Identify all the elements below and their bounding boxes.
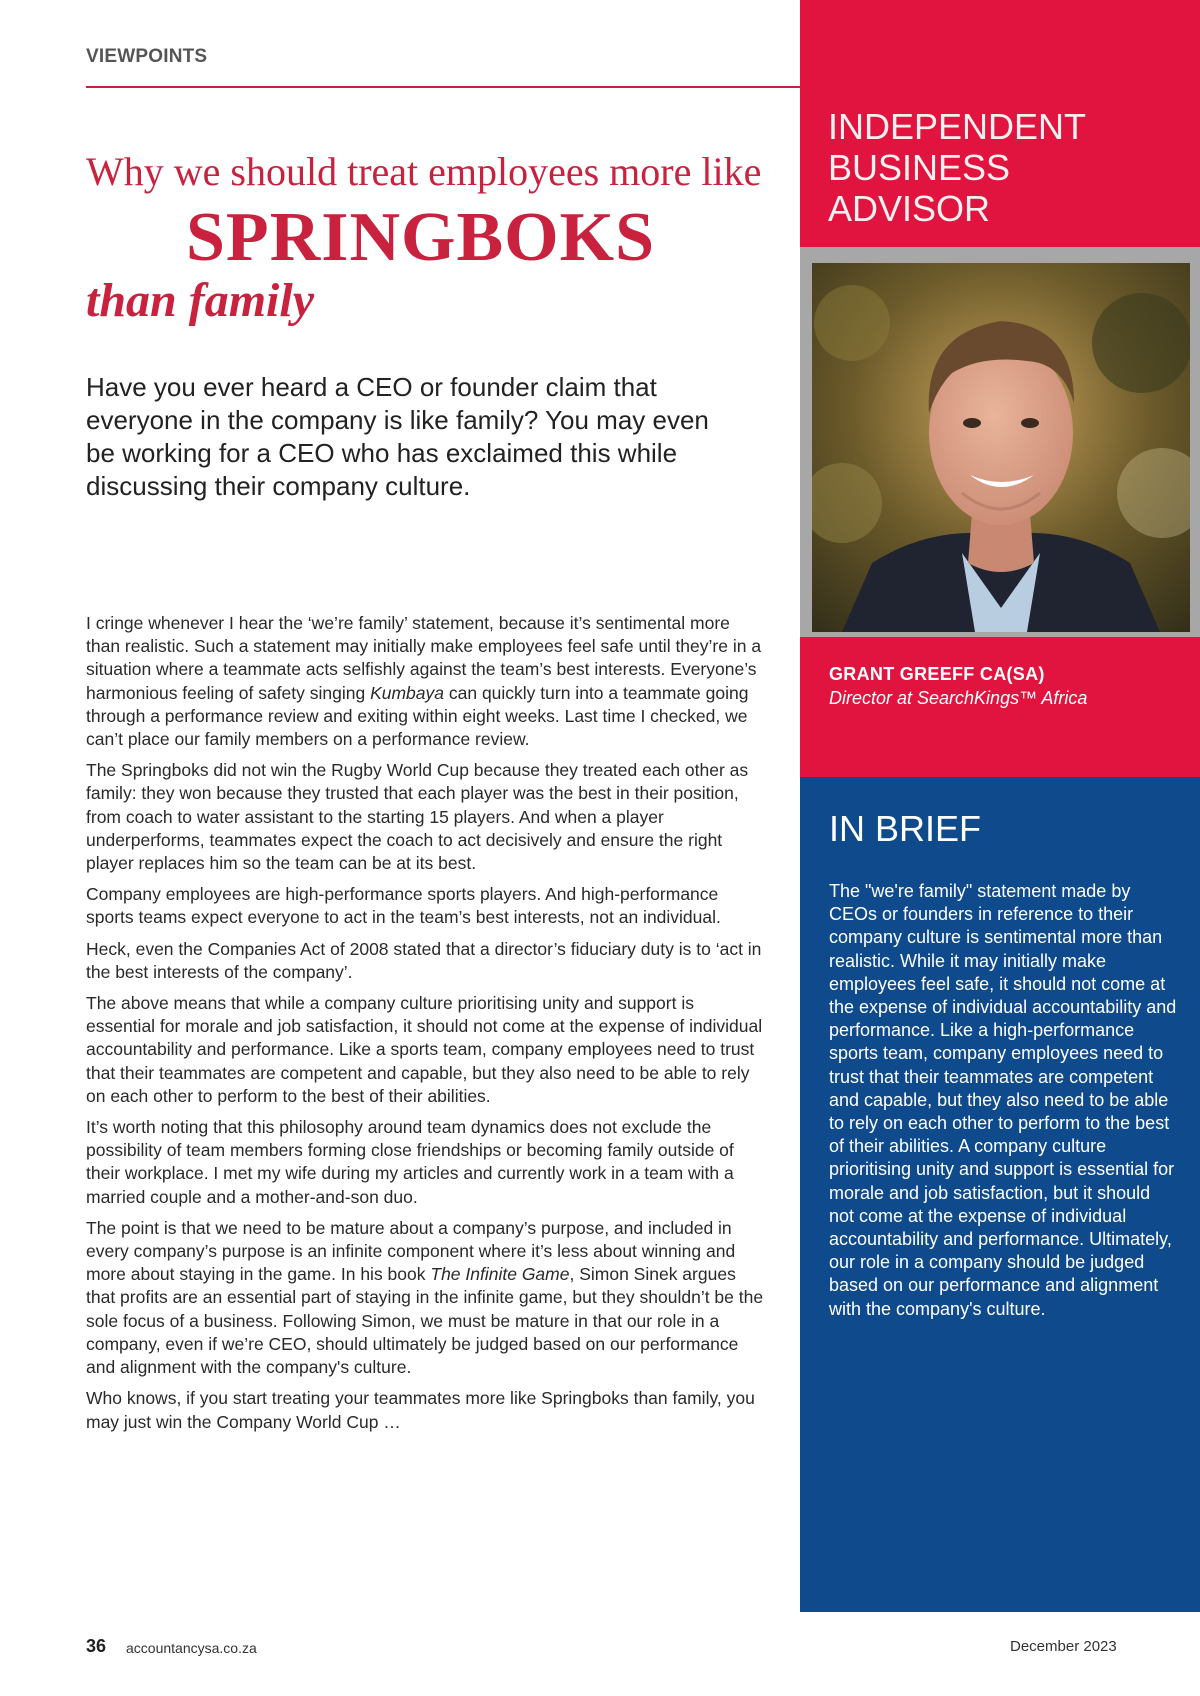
- paragraph-2: The Springboks did not win the Rugby World Cup because they treated each other as family: they won because they trusted that each player was the best in their position, from coach to water assistant to the starting 15 players. And when a player underperforms, teammates expect the coach to act decisively and ensure the right player replaces him so the team can be at its best.: [86, 760, 749, 874]
- paragraph-7-italic: The Infinite Game: [430, 1264, 570, 1285]
- paragraph-5: The above means that while a company culture prioritising unity and support is essential for morale and job satisfaction, it should not come at the expense of individual accountability and performance. Like a sports team, company employees need to trust that their teammates are competent and capable, but they also need to be able to rely on each other to perform to the best of their abilities.: [86, 993, 763, 1106]
- headline: [86, 148, 766, 328]
- footer-site: accountancysa.co.za: [126, 1640, 257, 1656]
- standfirst: Have you ever heard a CEO or founder claim that everyone in the company is like family? You may even be working for a CEO who has exclaimed this while discussing their company culture.: [86, 372, 709, 501]
- paragraph-1: [86, 612, 766, 751]
- author-role: Director at SearchKings™ Africa: [829, 688, 1088, 708]
- header-rule: [86, 86, 800, 88]
- paragraph-1-part-b: can quickly turn into a teammate going through a performance review and exiting within eight weeks. Last time I checked, we can’t place our family members on a performance review.: [86, 682, 749, 750]
- author-portrait: [812, 263, 1190, 632]
- section-label: VIEWPOINTS: [86, 46, 208, 67]
- footer-date: December 2023: [1010, 1638, 1117, 1655]
- author-photo: [812, 263, 1190, 632]
- in-brief-title: IN BRIEF: [829, 808, 982, 849]
- headline-line-2: SPRINGBOKS: [186, 199, 655, 276]
- paragraph-4: Heck, even the Companies Act of 2008 stated that a director’s fiduciary duty is to ‘act in the best interests of the company’.: [86, 938, 762, 982]
- paragraph-6: It’s worth noting that this philosophy around team dynamics does not exclude the possibility of team members forming close friendships or becoming family outside of their workplace. I met my wife during my articles and currently work in a team with a married couple and a mother-and-son duo.: [86, 1117, 734, 1207]
- paragraph-8: Who knows, if you start treating your teammates more like Springboks than family, you may just win the Company World Cup …: [86, 1388, 755, 1432]
- author-name: GRANT GREEFF CA(SA): [829, 664, 1045, 684]
- in-brief-text: The "we're family" statement made by CEOs or founders in reference to their company culture is sentimental more than realistic. While it may initially make employees feel safe, it should not come at the expense of individual accountability and performance. Like a high-performance sports team, company employees need to trust that their teammates are competent and capable, but they also need to be able to rely on each other to perform to the best of their abilities. A company culture prioritising unity and support is essential for morale and job satisfaction, but it should not come at the expense of individual accountability and performance. Ultimately, our role in a company should be judged based on our performance and alignment with the company's culture.: [829, 881, 1177, 1319]
- paragraph-7-part-a: The point is that we need to be mature about a company’s purpose, and included in every company’s purpose is an infinite component where it’s less about winning and more about staying in the game. In his book: [86, 1217, 736, 1285]
- sidebar-title: INDEPENDENT BUSINESS ADVISOR: [828, 106, 1087, 229]
- page-number: 36: [86, 1636, 107, 1656]
- headline-line-1: Why we should treat employees more like: [86, 149, 762, 194]
- paragraph-1-italic: Kumbaya: [370, 682, 444, 703]
- paragraph-7: [86, 1217, 766, 1379]
- headline-line-3: than family: [86, 274, 315, 327]
- paragraph-3: Company employees are high-performance sports players. And high-performance sports teams expect everyone to act in the team’s best interests, not an individual.: [86, 884, 721, 928]
- paragraph-1-part-a: I cringe whenever I hear the ‘we’re family’ statement, because it’s sentimental more than realistic. Such a statement may initially make employees feel safe until they’re in a situation where a teammate acts selfishly against the team’s best interests. Everyone’s harmonious feeling of safety singing: [86, 613, 762, 703]
- article-body: [86, 612, 766, 1442]
- paragraph-7-part-b: , Simon Sinek argues that profits are an essential part of staying in the infinite game, but they shouldn’t be the sole focus of a business. Following Simon, we must be mature in that our role in a company, even if we’re CEO, should ultimately be judged based on our performance and alignment with the company's culture.: [86, 1264, 764, 1378]
